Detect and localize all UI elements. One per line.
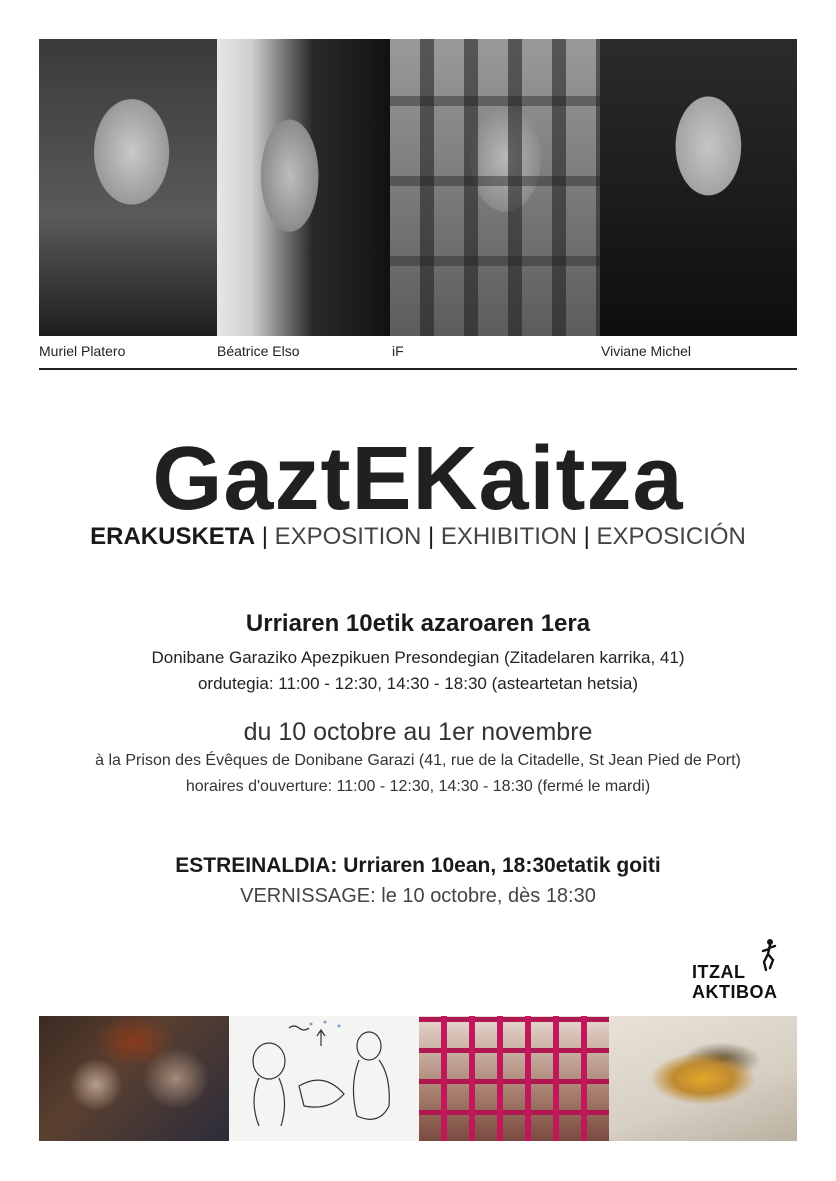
opening-french: VERNISSAGE: le 10 octobre, dès 18:30 bbox=[240, 885, 596, 907]
artwork-image bbox=[419, 1016, 609, 1141]
subtitle-separator: | bbox=[255, 523, 275, 550]
artist-portraits bbox=[39, 39, 797, 336]
subtitle-basque: ERAKUSKETA bbox=[90, 523, 256, 550]
divider bbox=[39, 368, 797, 370]
portrait-captions bbox=[39, 341, 797, 361]
portrait-viviane-michel bbox=[600, 39, 797, 336]
portrait-muriel-platero bbox=[39, 39, 217, 336]
artist-name: Béatrice Elso bbox=[217, 343, 300, 359]
french-dates: du 10 octobre au 1er novembre bbox=[243, 718, 593, 746]
logo-line: ITZAL bbox=[692, 962, 746, 982]
basque-location: Donibane Garaziko Apezpikuen Presondegian (Zitadelaren karrika, 41) bbox=[151, 648, 685, 667]
opening-basque: ESTREINALDIA: Urriaren 10ean, 18:30etatik goiti bbox=[175, 854, 661, 877]
subtitle-separator: | bbox=[576, 523, 597, 550]
artwork-image bbox=[609, 1016, 797, 1141]
subtitle-english: EXHIBITION bbox=[440, 523, 577, 550]
logo-line: AKTIBOA bbox=[692, 982, 778, 1002]
artist-name: Muriel Platero bbox=[39, 343, 126, 359]
logo-text bbox=[692, 962, 778, 1002]
artist-name: Viviane Michel bbox=[601, 343, 692, 359]
itzal-aktiboa-logo bbox=[690, 938, 790, 1010]
exhibition-title: GaztEKaitza bbox=[152, 429, 684, 529]
artist-name: iF bbox=[392, 343, 404, 359]
subtitle-french: EXPOSITION bbox=[274, 523, 422, 550]
subtitle-spanish: EXPOSICIÓN bbox=[596, 523, 746, 550]
portrait-if bbox=[390, 39, 600, 336]
artwork-image bbox=[39, 1016, 229, 1141]
subtitle-separator: | bbox=[421, 523, 441, 550]
basque-hours: ordutegia: 11:00 - 12:30, 14:30 - 18:30 (asteartetan hetsia) bbox=[197, 674, 639, 693]
basque-dates: Urriaren 10etik azaroaren 1era bbox=[245, 610, 591, 637]
artwork-image bbox=[229, 1016, 419, 1141]
french-hours: horaires d'ouverture: 11:00 - 12:30, 14:30 - 18:30 (fermé le mardi) bbox=[185, 778, 651, 795]
portrait-beatrice-elso bbox=[217, 39, 390, 336]
french-location: à la Prison des Évêques de Donibane Garazi (41, rue de la Citadelle, St Jean Pied de Port) bbox=[95, 752, 741, 769]
line-drawing-artwork bbox=[229, 1016, 419, 1141]
exhibition-subtitle bbox=[0, 522, 836, 552]
